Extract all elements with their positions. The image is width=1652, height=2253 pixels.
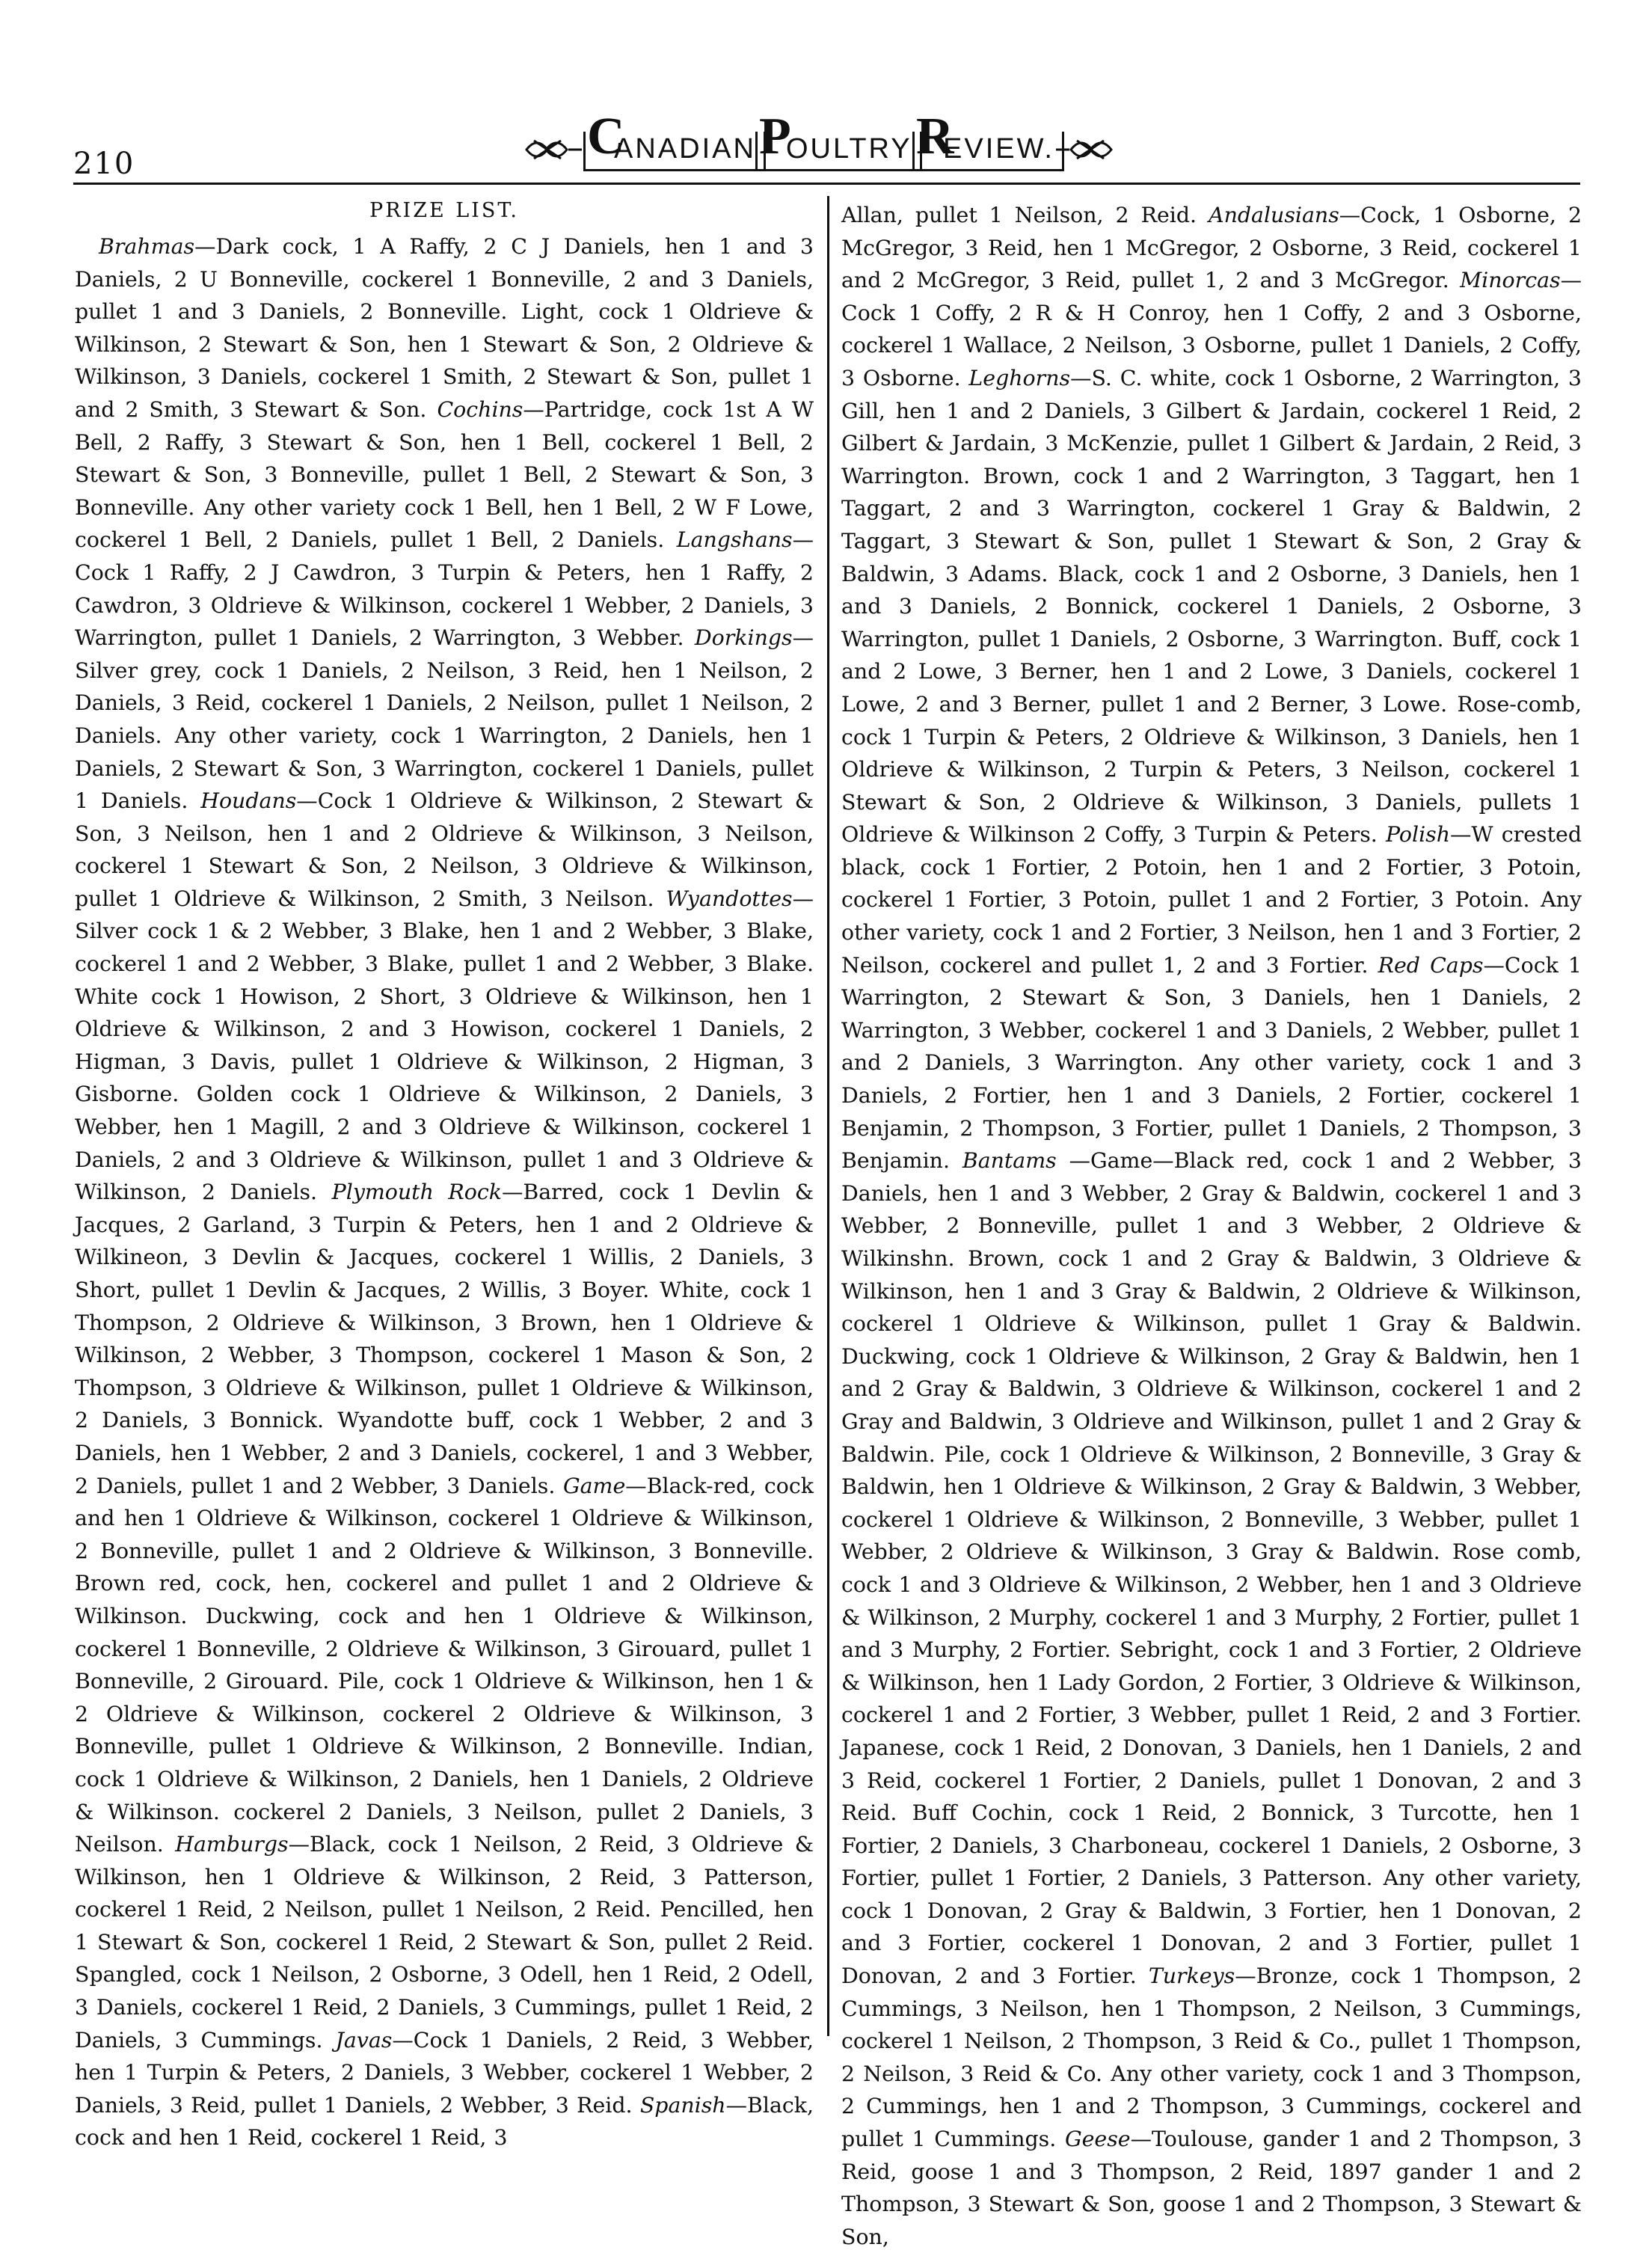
category-name: Geese [1064,2127,1131,2152]
category-name: Cochins [437,396,523,422]
category-results: —Bronze, cock 1 Thompson, 2 Cummings, 3 Neilson, hen 1 Thompson, 2 Neilson, 3 Cummings, cockerel 1 Neilson, 2 Thompson, 3 Reid & Co., pullet 1 Thompson, 2 Neilson, 3 Reid & Co. Any other variety, cock 1 and 3 Thompson, 2 Cummings, hen 1 and 2 Thompson, 3 Cummings, cockerel and pullet 1 Cummings. [841,1964,1582,2152]
category-results: —Cock 1 Raffy, 2 J Cawdron, 3 Turpin & Peters, hen 1 Raffy, 2 Cawdron, 3 Oldrieve & Wilkinson, cockerel 1 Webber, 2 Daniels, 3 Warrington, pullet 1 Daniels, 2 Warrington, 3 Webber. [75,527,814,651]
header-rule [73,183,1580,185]
prize-list-text-continued [841,199,1582,2253]
category-results: —Game—Black red, cock 1 and 2 Webber, 3 Daniels, hen 1 and 3 Webber, 2 Gray & Baldwin, cockerel 1 and 3 Webber, 2 Bonneville, pullet 1 and 3 Webber, 2 Oldrieve & Wilkinshn. Brown, cock 1 and 2 Gray & Baldwin, 3 Oldrieve & Wilkinson, hen 1 and 3 Gray & Baldwin, 2 Oldrieve & Wilkinson, cockerel 1 Oldrieve & Wilkinson, pullet 1 Gray & Baldwin. Duckwing, cock 1 Oldrieve & Wilkinson, 2 Gray & Baldwin, hen 1 and 2 Gray & Baldwin, 3 Oldrieve & Wilkinson, cockerel 1 and 2 Gray and Baldwin, 3 Oldrieve and Wilkinson, pullet 1 and 2 Gray & Baldwin. Pile, cock 1 Oldrieve & Wilkinson, 2 Bonneville, 3 Gray & Baldwin, hen 1 Oldrieve & Wilkinson, 2 Gray & Baldwin, 3 Webber, cockerel 1 Oldrieve & Wilkinson, 2 Bonneville, 3 Webber, pullet 1 Webber, 2 Oldrieve & Wilkinson, 3 Gray & Baldwin. Rose comb, cock 1 and 3 Oldrieve & Wilkinson, 2 Webber, hen 1 and 3 Oldrieve & Wilkinson, 2 Murphy, cockerel 1 and 3 Murphy, 2 Fortier, pullet 1 and 3 Murphy, 2 Fortier. Sebright, cock 1 and 3 Fortier, 2 Oldrieve & Wilkinson, hen 1 Lady Gordon, 2 Fortier, 3 Oldrieve & Wilkinson, cockerel 1 and 2 Fortier, 3 Webber, pullet 1 Reid, 2 and 3 Fortier. Japanese, cock 1 Reid, 2 Donovan, 3 Daniels, hen 1 Daniels, 2 and 3 Reid, cockerel 1 Fortier, 2 Daniels, pullet 1 Donovan, 2 and 3 Reid. Buff Cochin, cock 1 Reid, 2 Bonnick, 3 Turcotte, hen 1 Fortier, 2 Daniels, 3 Charboneau, cockerel 1 Daniels, 2 Osborne, 3 Fortier, pullet 1 Fortier, 2 Daniels, 3 Patterson. Any other variety, cock 1 Donovan, 2 Gray & Baldwin, 3 Fortier, hen 1 Donovan, 2 and 3 Fortier, cockerel 1 Donovan, 2 and 3 Fortier, pullet 1 Donovan, 2 and 3 Fortier. [841,1148,1582,1989]
category-results: —Silver cock 1 & 2 Webber, 3 Blake, hen 1 and 2 Webber, 3 Blake, cockerel 1 and 2 Webber, 3 Blake, pullet 1 and 2 Webber, 3 Blake. White cock 1 Howison, 2 Short, 3 Oldrieve & Wilkinson, hen 1 Oldrieve & Wilkinson, 2 and 3 Howison, cockerel 1 Daniels, 2 Higman, 3 Davis, pullet 1 Oldrieve & Wilkinson, 2 Higman, 3 Gisborne. Golden cock 1 Oldrieve & Wilkinson, 2 Daniels, 3 Webber, hen 1 Magill, 2 and 3 Oldrieve & Wilkinson, cockerel 1 Daniels, 2 and 3 Oldrieve & Wilkinson, pullet 1 and 3 Oldrieve & Wilkinson, 2 Daniels. [75,886,814,1205]
category-name: Hamburgs [175,1832,289,1857]
left-column [75,196,814,2154]
category-results: —Cock 1 Coffy, 2 R & H Conroy, hen 1 Coffy, 2 and 3 Osborne, cockerel 1 Wallace, 2 Neilson, 3 Osborne, pullet 1 Daniels, 2 Coffy, 3 Osborne. [841,268,1582,390]
masthead-letters: EVIEW. [943,133,1054,165]
right-column [841,199,1582,2253]
category-name: Javas [335,2027,393,2053]
category-results: —Cock 1 Warrington, 2 Stewart & Son, 3 Daniels, hen 1 Daniels, 2 Warrington, 3 Webber, cockerel 1 and 3 Daniels, 2 Webber, pullet 1 and 2 Daniels, 3 Warrington. Any other variety, cock 1 and 3 Daniels, 2 Fortier, hen 1 and 3 Daniels, 2 Fortier, cockerel 1 Benjamin, 2 Thompson, 3 Fortier, pullet 1 Daniels, 2 Thompson, 3 Benjamin. [841,952,1582,1174]
category-name: Turkeys [1148,1964,1235,1989]
masthead-letters: ANADIAN [614,133,756,165]
category-name: Dorkings [694,625,793,651]
prize-list-text [75,230,814,2154]
category-name: Minorcas [1460,268,1561,293]
category-results: —Cock 1 Oldrieve & Wilkinson, 2 Stewart & Son, 3 Neilson, hen 1 and 2 Oldrieve & Wilkinson, 3 Neilson, cockerel 1 Stewart & Son, 2 Neilson, 3 Oldrieve & Wilkinson, pullet 1 Oldrieve & Wilkinson, 2 Smith, 3 Neilson. [75,788,814,911]
column-divider [827,196,829,2036]
category-results: Allan, pullet 1 Neilson, 2 Reid. [841,203,1209,227]
masthead-word-review [912,108,1064,171]
category-name: Red Caps [1378,952,1484,978]
category-name: Andalusians [1209,203,1339,227]
category-name: Game [562,1473,626,1498]
category-results: —Toulouse, gander 1 and 2 Thompson, 3 Reid, goose 1 and 3 Thompson, 2 Reid, 1897 gander 1 and 2 Thompson, 3 Stewart & Son, goose 1 and 2 Thompson, 3 Stewart & Son, [841,2127,1582,2249]
category-results: —Black, cock 1 Neilson, 2 Reid, 3 Oldrieve & Wilkinson, hen 1 Oldrieve & Wilkinson, 2 Reid, 3 Patterson, cockerel 1 Reid, 2 Neilson, pullet 1 Neilson, 2 Reid. Pencilled, hen 1 Stewart & Son, cockerel 1 Reid, 2 Stewart & Son, pullet 2 Reid. Spangled, cock 1 Neilson, 2 Osborne, 3 Odell, hen 1 Reid, 2 Odell, 3 Daniels, cockerel 1 Reid, 2 Daniels, 3 Cummings, pullet 1 Reid, 2 Daniels, 3 Cummings. [75,1832,814,2053]
category-name: Plymouth Rock [331,1180,502,1205]
masthead-initial: R [916,108,954,165]
category-results: —S. C. white, cock 1 Osborne, 2 Warrington, 3 Gill, hen 1 and 2 Daniels, 3 Gilbert & Jardain, cockerel 1 Reid, 2 Gilbert & Jardain, 3 McKenzie, pullet 1 Gilbert & Jardain, 2 Reid, 3 Warrington. Brown, cock 1 and 2 Warrington, 3 Taggart, hen 1 Taggart, 2 and 3 Warrington, cockerel 1 Gray & Baldwin, 2 Taggart, 3 Stewart & Son, pullet 1 Stewart & Son, 2 Gray & Baldwin, 3 Adams. Black, cock 1 and 2 Osborne, 3 Daniels, hen 1 and 3 Daniels, 2 Bonnick, cockerel 1 Daniels, 2 Osborne, 3 Warrington, pullet 1 Daniels, 2 Osborne, 3 Warrington. Buff, cock 1 and 2 Lowe, 3 Berner, hen 1 and 2 Lowe, 3 Daniels, cockerel 1 Lowe, 2 and 3 Berner, pullet 1 and 2 Berner, 3 Lowe. Rose-comb, cock 1 Turpin & Peters, 2 Oldrieve & Wilkinson, 3 Daniels, hen 1 Oldrieve & Wilkinson, 2 Turpin & Peters, 3 Neilson, cockerel 1 Stewart & Son, 2 Oldrieve & Wilkinson, 3 Daniels, pullets 1 Oldrieve & Wilkinson 2 Coffy, 3 Turpin & Peters. [841,365,1582,847]
category-results: —Silver grey, cock 1 Daniels, 2 Neilson, 3 Reid, hen 1 Neilson, 2 Daniels, 3 Reid, cockerel 1 Daniels, 2 Neilson, pullet 1 Neilson, 2 Daniels. Any other variety, cock 1 Warrington, 2 Daniels, hen 1 Daniels, 2 Stewart & Son, 3 Warrington, cockerel 1 Daniels, pullet 1 Daniels. [75,625,814,814]
category-results: —Barred, cock 1 Devlin & Jacques, 2 Garland, 3 Turpin & Peters, hen 1 and 2 Oldrieve & Wilkineon, 3 Devlin & Jacques, cockerel 1 Willis, 2 Daniels, 3 Short, pullet 1 Devlin & Jacques, 2 Willis, 3 Boyer. White, cock 1 Thompson, 2 Oldrieve & Wilkinson, 3 Brown, hen 1 Oldrieve & Wilkinson, 2 Webber, 3 Thompson, cockerel 1 Mason & Son, 2 Thompson, 3 Oldrieve & Wilkinson, pullet 1 Oldrieve & Wilkinson, 2 Daniels, 3 Bonnick. Wyandotte buff, cock 1 Webber, 2 and 3 Daniels, hen 1 Webber, 2 and 3 Daniels, cockerel, 1 and 3 Webber, 2 Daniels, pullet 1 and 2 Webber, 3 Daniels. [75,1180,814,1498]
category-name: Spanish [639,2092,726,2118]
category-results: —Black-red, cock and hen 1 Oldrieve & Wilkinson, cockerel 1 Oldrieve & Wilkinson, 2 Bonneville, pullet 1 and 2 Oldrieve & Wilkinson, 3 Bonneville. Brown red, cock, hen, cockerel and pullet 1 and 2 Oldrieve & Wilkinson. Duckwing, cock and hen 1 Oldrieve & Wilkinson, cockerel 1 Bonneville, 2 Oldrieve & Wilkinson, 3 Girouard, pullet 1 Bonneville, 2 Girouard. Pile, cock 1 Oldrieve & Wilkinson, hen 1 & 2 Oldrieve & Wilkinson, cockerel 2 Oldrieve & Wilkinson, 3 Bonneville, pullet 1 Oldrieve & Wilkinson, 2 Bonneville. Indian, cock 1 Oldrieve & Wilkinson, 2 Daniels, hen 1 Daniels, 2 Oldrieve & Wilkinson. cockerel 2 Daniels, 3 Neilson, pullet 2 Daniels, 3 Neilson. [75,1473,814,1857]
masthead [523,108,1114,180]
category-name: Langshans [676,527,793,553]
masthead-initial: P [759,108,791,165]
category-name: Brahmas [99,234,195,259]
category-results: —Black, cock and hen 1 Reid, cockerel 1 Reid, 3 [75,2092,814,2151]
masthead-initial: C [587,108,625,165]
category-results: —Partridge, cock 1st A W Bell, 2 Raffy, 3 Stewart & Son, hen 1 Bell, cockerel 1 Bell, 2 Stewart & Son, 3 Bonneville, pullet 1 Bell, 2 Stewart & Son, 3 Bonneville. Any other variety cock 1 Bell, hen 1 Bell, 2 W F Lowe, cockerel 1 Bell, 2 Daniels, pullet 1 Bell, 2 Daniels. [75,396,814,553]
category-name: Bantams [962,1148,1057,1174]
masthead-word-canadian [583,108,766,171]
category-results: —Cock 1 Daniels, 2 Reid, 3 Webber, hen 1 Turpin & Peters, 2 Daniels, 3 Webber, cockerel 1 Webber, 2 Daniels, 3 Reid, pullet 1 Daniels, 2 Webber, 3 Reid. [75,2027,814,2118]
category-name: Houdans [200,788,297,814]
prize-list-title: PRIZE LIST. [369,199,519,222]
masthead-letters: OULTRY [786,133,912,165]
category-results: —Dark cock, 1 A Raffy, 2 C J Daniels, hen 1 and 3 Daniels, 2 U Bonneville, cockerel 1 Bonneville, 2 and 3 Daniels, pullet 1 and 3 Daniels, 2 Bonneville. Light, cock 1 Oldrieve & Wilkinson, 2 Stewart & Son, hen 1 Stewart & Son, 2 Oldrieve & Wilkinson, 3 Daniels, cockerel 1 Smith, 2 Stewart & Son, pullet 1 and 2 Smith, 3 Stewart & Son. [75,234,814,422]
masthead-word-poultry [755,108,922,171]
category-name: Polish [1385,822,1451,847]
category-results: —W crested black, cock 1 Fortier, 2 Potoin, hen 1 and 2 Fortier, 3 Potoin, cockerel 1 Fortier, 3 Potoin, pullet 1 and 2 Fortier, 3 Potoin. Any other variety, cock 1 and 2 Fortier, 3 Neilson, hen 1 and 3 Fortier, 2 Neilson, cockerel and pullet 1, 2 and 3 Fortier. [841,822,1582,978]
category-results: —Cock, 1 Osborne, 2 McGregor, 3 Reid, hen 1 McGregor, 2 Osborne, 3 Reid, cockerel 1 and 2 McGregor, 3 Reid, pullet 1, 2 and 3 McGregor. [841,203,1582,293]
category-name: Leghorns [968,365,1071,390]
page-number: 210 [73,147,135,181]
category-name: Wyandottes [666,886,793,911]
